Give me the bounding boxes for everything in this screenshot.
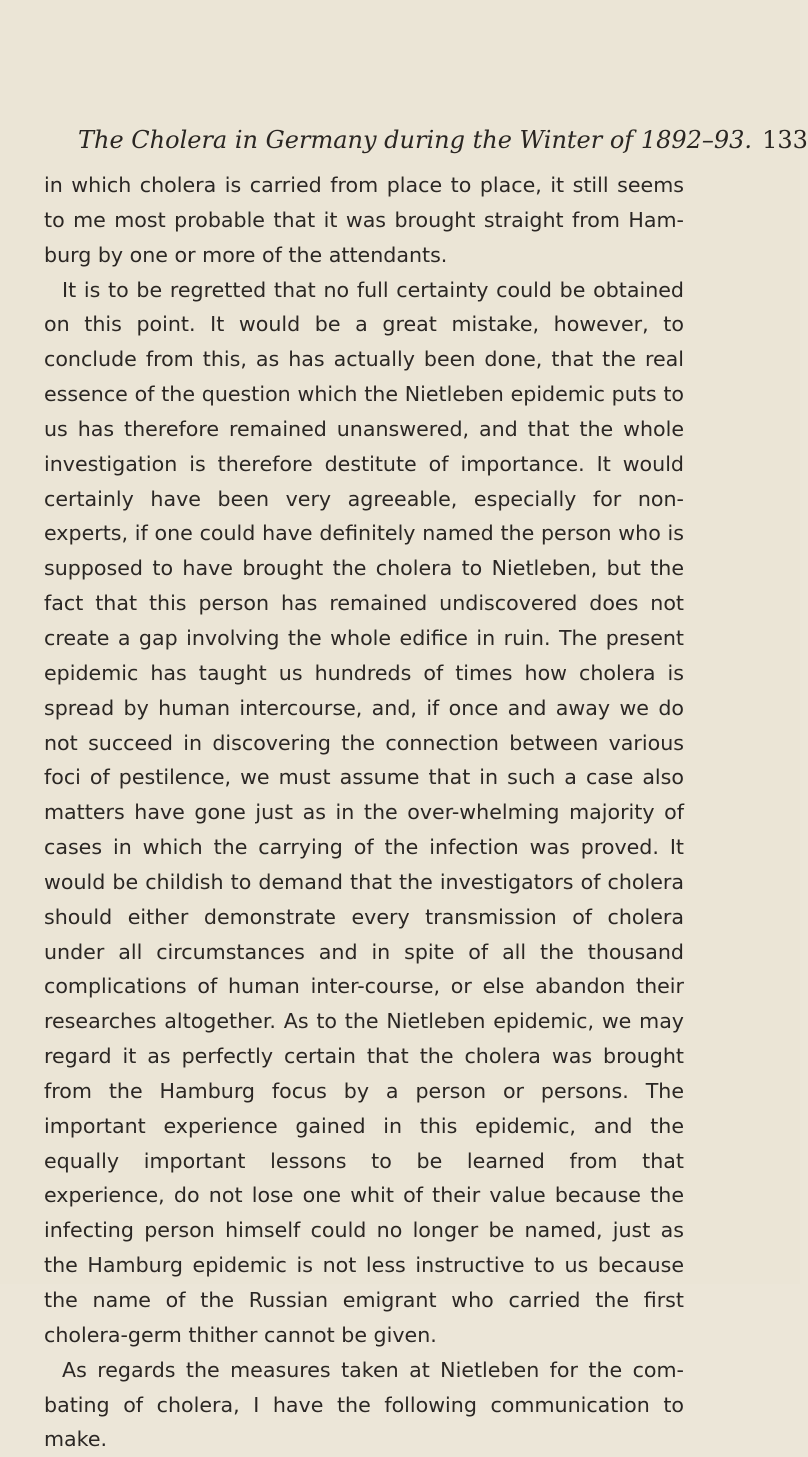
running-header [78,126,808,154]
paragraph-measures: As regards the measures taken at Nietleben for the com-bating of cholera, I have the following communication to make. [44,1357,684,1452]
page-number: 133 [762,126,808,154]
paragraph-continued: in which cholera is carried from place to place, it still seems to me most probable that it was brought straight from Ham-burg by one or more of the attendants. [44,173,684,267]
running-title: The Cholera in Germany during the Winter of 1892–93. [78,126,753,154]
body-text [44,168,684,1457]
paragraph-certainty: It is to be regretted that no full certainty could be obtained on this point. It would be a great mistake, however, to conclude from this, as has actually been done, that the real essence of the question which the Nietleben epidemic puts to us has therefore remained unanswered, and that the whole investigation is therefore destitute of importance. It would certainly have been very agreeable, especially for non-experts, if one could have definitely named the person who is supposed to have brought the cholera to Nietleben, but the fact that this person has remained undiscovered does not create a gap involving the whole edifice in ruin. The present epidemic has taught us hundreds of times how cholera is spread by human intercourse, and, if once and away we do not succeed in discovering the connection between various foci of pestilence, we must assume that in such a case also matters have gone just as in the over-whelming majority of cases in which the carrying of the infection was proved. It would be childish to demand that the investigators of cholera should either demonstrate every transmission of cholera under all circumstances and in spite of all the thousand complications of human inter-course, or else abandon their researches altogether. As to the Nietleben epidemic, we may regard it as perfectly certain that the cholera was brought from the Hamburg focus by a person or persons. The important experience gained in this epidemic, and the equally important lessons to be learned from that experience, do not lose one whit of their value because the infecting person himself could no longer be named, just as the Hamburg epidemic is not less instructive to us because the name of the Russian emigrant who carried the first cholera-germ thither cannot be given. [44,277,684,1347]
